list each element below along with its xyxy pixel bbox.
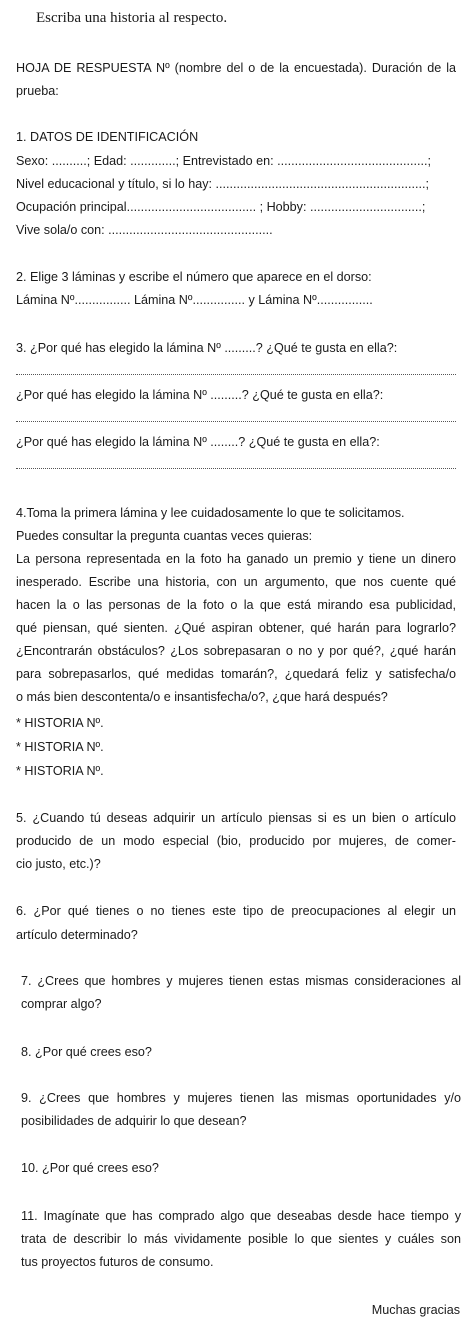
section5-question: cio justo, etc.)? <box>16 857 101 871</box>
section9-question: posibilidades de adquirir lo que desean? <box>21 1114 247 1128</box>
section3-question-2: ¿Por qué has elegido la lámina Nº .........? ¿Qué te gusta en ella?: <box>16 388 384 402</box>
section6-question: artículo determinado? <box>16 928 138 942</box>
section4-body: para sobrepasarlos, qué medidas tomarán?, ¿quedará feliz y satisfecha/o <box>16 667 456 681</box>
section11-question: tus proyectos futuros de consumo. <box>21 1255 214 1269</box>
answer-sheet-title: HOJA DE RESPUESTA Nº (nombre del o de la encuestada). Duración de la <box>16 61 456 75</box>
section3-question-1: 3. ¿Por qué has elegido la lámina Nº .........? ¿Qué te gusta en ella?: <box>16 341 398 355</box>
section6-question: 6. ¿Por qué tienes o no tienes este tipo de preocupaciones al elegir un <box>16 904 456 918</box>
section7-question: comprar algo? <box>21 997 102 1011</box>
answer-sheet-title-cont: prueba: <box>16 84 59 98</box>
section4-body: hacen la o las personas de la foto o la que está mirando esa publicidad, <box>16 598 456 612</box>
section5-question: producido de un modo especial (bio, producido por mujeres, de comer- <box>16 834 456 848</box>
answer-line <box>16 374 456 375</box>
section2-title: 2. Elige 3 láminas y escribe el número que aparece en el dorso: <box>16 270 372 284</box>
section4-body: inesperado. Escribe una historia, con un argumento, que nos cuente qué <box>16 575 456 589</box>
section4-body: qué piensan, qué sienten. ¿Qué aspiran obtener, qué harán para lograrlo? <box>16 621 456 635</box>
section1-line-ocupacion: Ocupación principal..................................... ; Hobby: ................................; <box>16 200 426 214</box>
section11-question: 11. Imagínate que has comprado algo que deseabas desde hace tiempo y <box>21 1209 461 1223</box>
section3-question-3: ¿Por qué has elegido la lámina Nº ........? ¿Qué te gusta en ella?: <box>16 435 380 449</box>
section4-body: o más bien descontenta/o e insantisfecha/o?, ¿que hará después? <box>16 690 388 704</box>
story-item: * HISTORIA Nº. <box>16 764 104 778</box>
answer-line <box>16 468 456 469</box>
section5-question: 5. ¿Cuando tú deseas adquirir un artículo piensas si es un bien o artículo <box>16 811 456 825</box>
section1-line-vive: Vive sola/o con: ............................................... <box>16 223 273 237</box>
section1-line-sexo: Sexo: ..........; Edad: .............; Entrevistado en: ...........................................; <box>16 154 432 168</box>
section1-title: 1. DATOS DE IDENTIFICACIÓN <box>16 130 199 144</box>
section4-intro-cont: Puedes consultar la pregunta cuantas veces quieras: <box>16 529 313 543</box>
section4-body: ¿Encontrarán obstáculos? ¿Los sobrepasaran o no y por qué?, ¿qué harán <box>16 644 456 658</box>
section8-question: 8. ¿Por qué crees eso? <box>21 1045 152 1059</box>
section11-question: trata de describir lo más vividamente posible lo que sientes y cuáles son <box>21 1232 461 1246</box>
section7-question: 7. ¿Crees que hombres y mujeres tienen estas mismas consideraciones al <box>21 974 461 988</box>
story-item: * HISTORIA Nº. <box>16 716 104 730</box>
section4-body: La persona representada en la foto ha ganado un premio y tiene un dinero <box>16 552 456 566</box>
section4-intro: 4.Toma la primera lámina y lee cuidadosamente lo que te solicitamos. <box>16 506 405 520</box>
section1-line-nivel: Nivel educacional y título, si lo hay: ............................................................; <box>16 177 429 191</box>
story-item: * HISTORIA Nº. <box>16 740 104 754</box>
closing-thanks: Muchas gracias <box>371 1303 460 1317</box>
section2-laminas: Lámina Nº................ Lámina Nº............... y Lámina Nº................ <box>16 293 373 307</box>
section10-question: 10. ¿Por qué crees eso? <box>21 1161 159 1175</box>
section9-question: 9. ¿Crees que hombres y mujeres tienen las mismas oportunidades y/o <box>21 1091 461 1105</box>
answer-line <box>16 421 456 422</box>
page-heading: Escriba una historia al respecto. <box>36 10 228 26</box>
